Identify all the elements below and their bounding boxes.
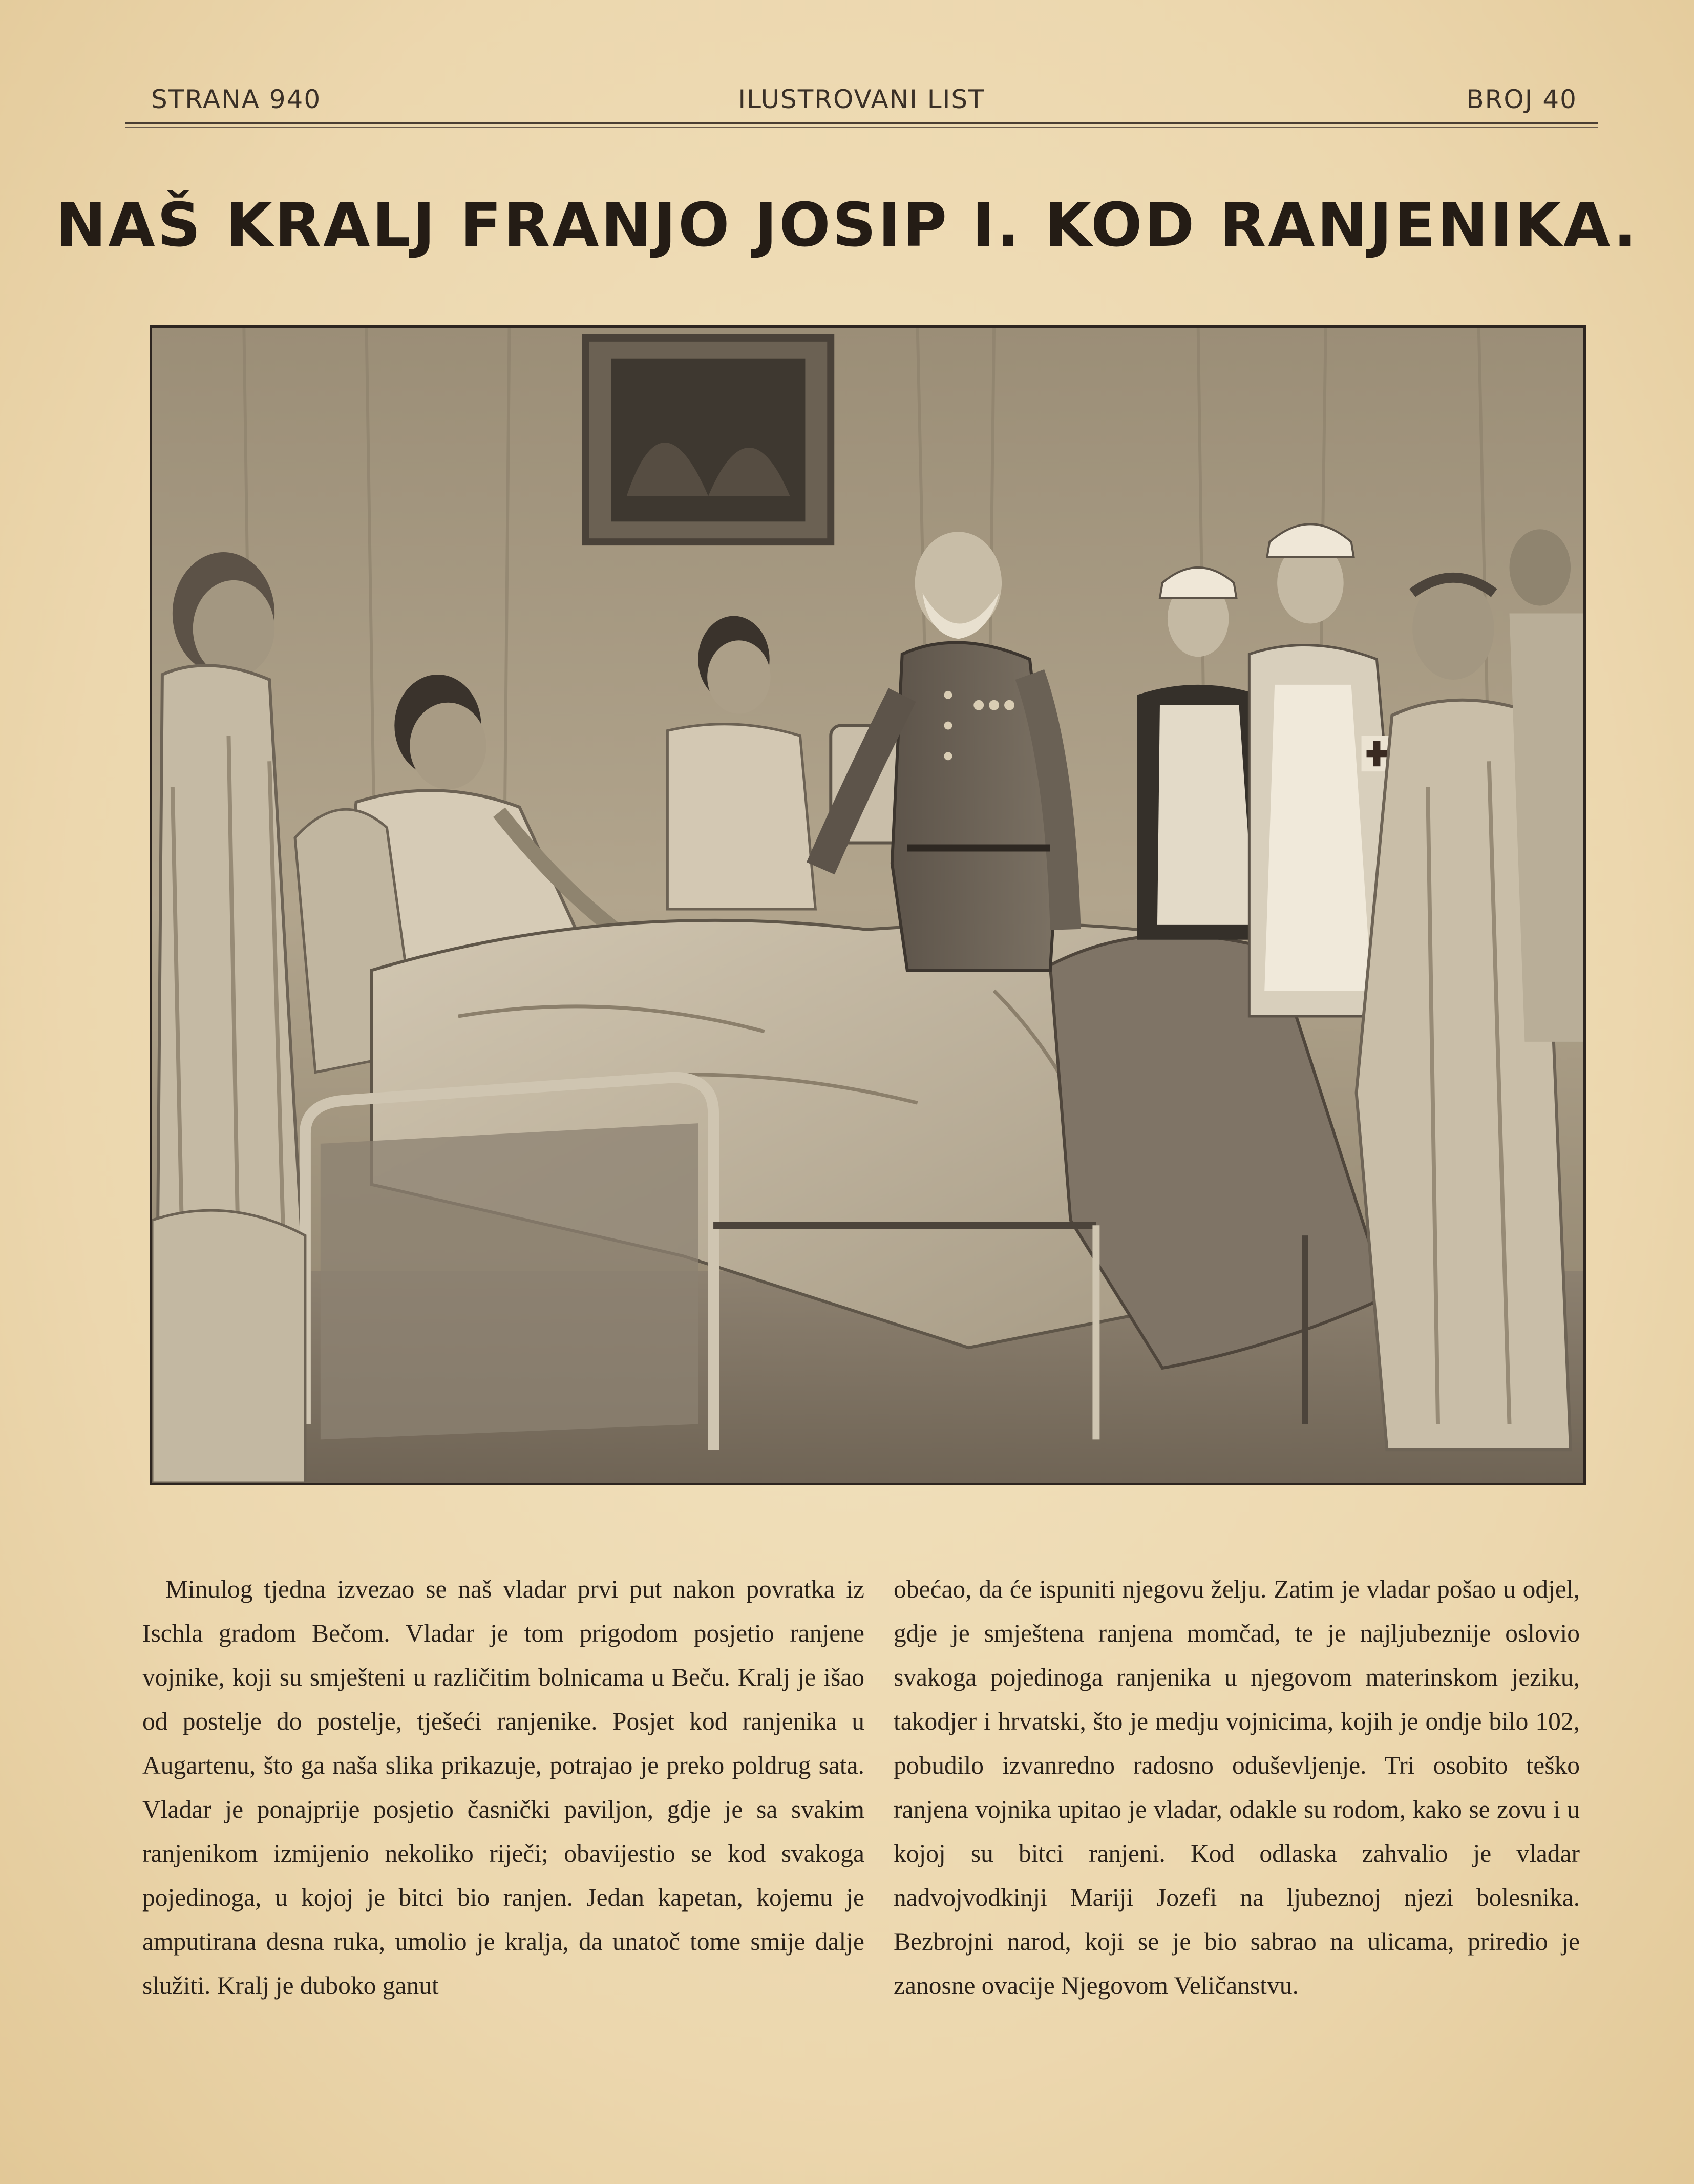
running-header: [125, 85, 1598, 120]
article-text-left: Minulog tjedna izvezao se naš vladar prvi put nakon povratka iz Ischla gradom Bečom. Vladar je tom prigodom posjetio ranjene vojnike, koji su smješteni u različitim bolnicama u Beču. Kralj je išao od postelje do postelje, tješeći ranjenike. Posjet kod ranjenika u Augartenu, što ga naša slika prikazuje, potrajao je preko poldrug sata. Vladar je ponajprije posjetio časnički paviljon, gdje je sa svakim ranjenikom izmijenio nekoliko riječi; obavijestio se kod svakoga pojedinoga, u kojoj je bitci bio ranjen. Jedan kapetan, kojemu je amputirana desna ruka, umolio je kralja, da unatoč tome smije dalje služiti. Kralj je duboko ganut: [142, 1575, 864, 2000]
header-rule: [125, 122, 1598, 124]
illustration-drawing: [152, 328, 1583, 1483]
article-column-right: [894, 1567, 1580, 2008]
publication-name: ILUSTROVANI LIST: [738, 85, 985, 114]
article-column-left: [142, 1567, 864, 2008]
article-title: NAŠ KRALJ FRANJO JOSIP I. KOD RANJENIKA.: [55, 190, 1639, 260]
hospital-illustration: [150, 325, 1586, 1485]
page-number: STRANA 940: [151, 85, 322, 114]
header-rule-thin: [125, 127, 1598, 128]
article-text-right: obećao, da će ispuniti njegovu želju. Zatim je vladar pošao u odjel, gdje je smještena ranjena momčad, te je najljubeznije oslovio svakoga pojedinoga ranjenika u njegovom materinskom jeziku, takodjer i hrvatski, što je medju vojnicima, kojih je ondje bilo 102, pobudilo izvanredno radosno oduševljenje. Tri osobito teško ranjena vojnika upitao je vladar, odakle su rodom, kako se zovu i u kojoj su bitci ranjeni. Kod odlaska zahvalio je vladar nadvojvodkinji Mariji Jozefi na ljubeznoj njezi bolesnika. Bezbrojni narod, koji se je bio sabrao na ulicama, priredio je zanosne ovacije Njegovom Veličanstvu.: [894, 1575, 1580, 2000]
issue-number: BROJ 40: [1466, 85, 1577, 114]
